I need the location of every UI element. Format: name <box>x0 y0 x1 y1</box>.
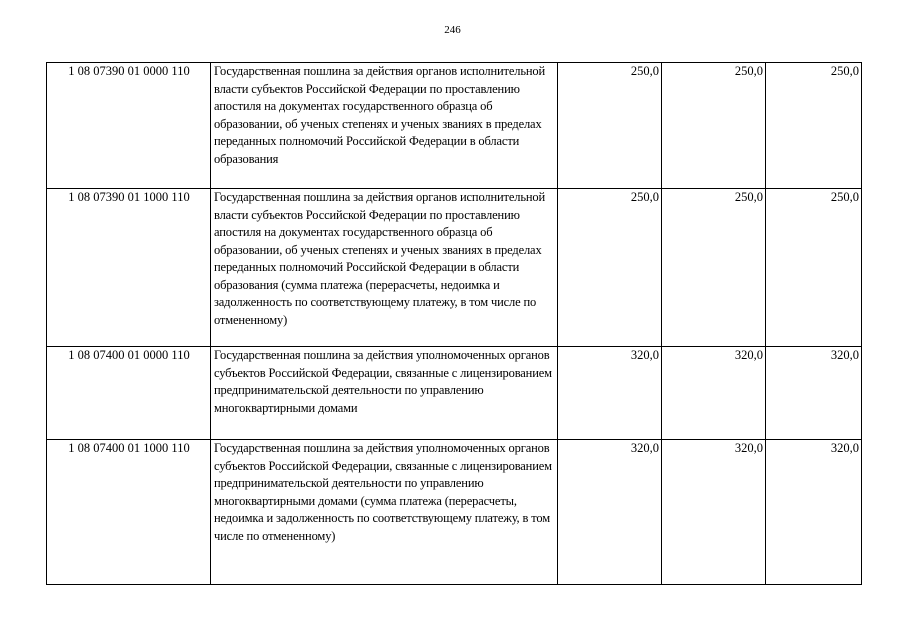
budget-code-cell: 1 08 07390 01 1000 110 <box>47 189 211 347</box>
description-cell: Государственная пошлина за действия органов исполнительной власти субъектов Российской Федерации по проставлению апостиля на документах государственного образца об образовании, об ученых степенях и ученых званиях в пределах переданных полномочий Российской Федерации в области образования (сумма платежа (перерасчеты, недоимка и задолженность по соответствующему платежу, в том числе по отмененному) <box>211 189 558 347</box>
amount-year-1-cell: 250,0 <box>558 189 662 347</box>
amount-year-3-cell: 250,0 <box>766 63 862 189</box>
table-row <box>47 440 862 585</box>
description-cell: Государственная пошлина за действия органов исполнительной власти субъектов Российской Федерации по проставлению апостиля на документах государственного образца об образовании, об ученых степенях и ученых званиях в пределах переданных полномочий Российской Федерации в области образования <box>211 63 558 189</box>
description-cell: Государственная пошлина за действия уполномоченных органов субъектов Российской Федерации, связанные с лицензированием предпринимательской деятельности по управлению многоквартирными домами <box>211 347 558 440</box>
budget-code-cell: 1 08 07400 01 1000 110 <box>47 440 211 585</box>
amount-year-2-cell: 320,0 <box>662 347 766 440</box>
budget-code-cell: 1 08 07390 01 0000 110 <box>47 63 211 189</box>
amount-year-2-cell: 320,0 <box>662 440 766 585</box>
table-row <box>47 347 862 440</box>
table-row <box>47 63 862 189</box>
description-cell: Государственная пошлина за действия уполномоченных органов субъектов Российской Федерации, связанные с лицензированием предпринимательской деятельности по управлению многоквартирными домами (сумма платежа (перерасчеты, недоимка и задолженность по соответствующему платежу, в том числе по отмененному) <box>211 440 558 585</box>
amount-year-2-cell: 250,0 <box>662 63 766 189</box>
amount-year-1-cell: 250,0 <box>558 63 662 189</box>
page-number: 246 <box>444 24 461 36</box>
amount-year-2-cell: 250,0 <box>662 189 766 347</box>
amount-year-3-cell: 320,0 <box>766 347 862 440</box>
amount-year-1-cell: 320,0 <box>558 347 662 440</box>
revenue-table <box>46 62 862 585</box>
amount-year-3-cell: 250,0 <box>766 189 862 347</box>
amount-year-3-cell: 320,0 <box>766 440 862 585</box>
table-row <box>47 189 862 347</box>
budget-code-cell: 1 08 07400 01 0000 110 <box>47 347 211 440</box>
amount-year-1-cell: 320,0 <box>558 440 662 585</box>
